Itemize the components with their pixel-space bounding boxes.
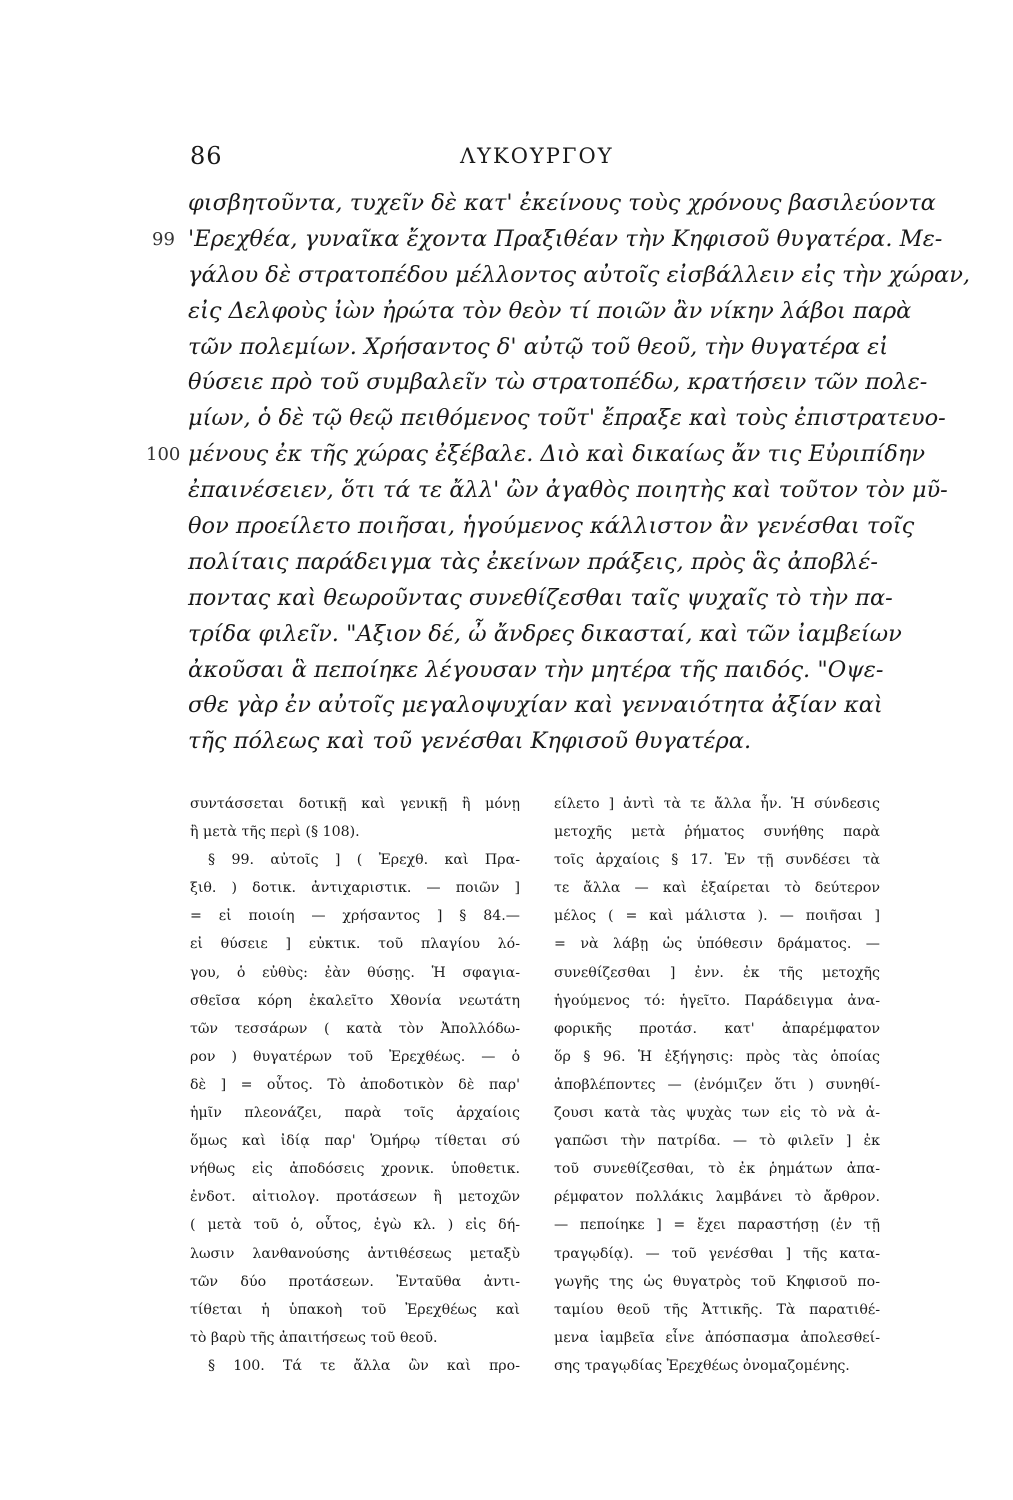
note-line: σθεῖσα κόρη ἐκαλεῖτο Χθονία νεωτάτη bbox=[190, 992, 520, 1009]
note-line: τραγῳδίᾳ). — τοῦ γενέσθαι ] τῆς κατα- bbox=[554, 1245, 880, 1262]
note-line: μενα ἰαμβεῖα εἶνε ἀπόσπασμα ἀπολεσθεί- bbox=[554, 1329, 880, 1346]
text-line: ποντας καὶ θεωροῦντας συνεθίζεσθαι ταῖς ψυχαῖς τὸ τὴν πα- bbox=[188, 584, 893, 611]
commentary-left-column bbox=[190, 790, 520, 1380]
note-line: τοῦ συνεθίζεσθαι, τὸ ἐκ ῥημάτων ἀπα- bbox=[554, 1161, 880, 1178]
note-line: ἡγούμενος τό: ἡγεῖτο. Παράδειγμα ἀνα- bbox=[554, 992, 880, 1009]
note-line: τῶν δύο προτάσεων. Ἐνταῦθα ἀντι- bbox=[190, 1273, 520, 1290]
note-line: λωσιν λανθανούσης ἀντιθέσεως μεταξὺ bbox=[190, 1245, 520, 1262]
note-line: § 99. αὐτοῖς ] ( Ἐρεχθ. καὶ Πρα- bbox=[208, 852, 520, 869]
note-line: ὅρ § 96. Ἡ ἐξήγησις: πρὸς τὰς ὁποίας bbox=[554, 1048, 880, 1065]
note-line: ζουσι κατὰ τὰς ψυχὰς των εἰς τὸ νὰ ἀ- bbox=[554, 1105, 880, 1122]
text-line: 99 'Ερεχθέα, γυναῖκα ἔχοντα Πραξιθέαν τὴν Κηφισοῦ θυγατέρα. Με- bbox=[188, 222, 878, 258]
text-line: μίων, ὁ δὲ τῷ θεῷ πειθόμενος τοῦτ' ἔπραξε καὶ τοὺς ἐπιστρατευο- bbox=[188, 405, 946, 432]
note-line: ρέμφατον πολλάκις λαμβάνει τὸ ἄρθρον. bbox=[554, 1189, 880, 1206]
commentary-right-column bbox=[554, 790, 880, 1380]
note-line: = εἰ ποιοίη — χρήσαντος ] § 84.— bbox=[190, 908, 520, 925]
note-line: τοῖς ἀρχαίοις § 17. Ἐν τῇ συνδέσει τὰ bbox=[554, 852, 880, 869]
text-line: σθε γὰρ ἐν αὐτοῖς μεγαλοψυχίαν καὶ γενναιότητα ἀξίαν καὶ bbox=[188, 692, 883, 719]
text-line: θύσειε πρὸ τοῦ συμβαλεῖν τὼ στρατοπέδω, κρατήσειν τῶν πολε- bbox=[188, 369, 928, 396]
running-head: ΛΥΚΟΥΡΓΟΥ bbox=[460, 144, 614, 168]
section-marker: 99 bbox=[152, 228, 175, 250]
section-marker: 100 bbox=[146, 444, 181, 466]
note-line: εἰ θύσειε ] εὐκτικ. τοῦ πλαγίου λό- bbox=[190, 936, 520, 953]
note-line: γωγῆς της ὡς θυγατρὸς τοῦ Κηφισοῦ πο- bbox=[554, 1273, 880, 1290]
note-line: γου, ὁ εὐθὺς: ἐὰν θύσῃς. Ἡ σφαγια- bbox=[190, 964, 520, 981]
note-line: τε ἄλλα — καὶ ἐξαίρεται τὸ δεύτερον bbox=[554, 880, 880, 897]
page-header bbox=[0, 142, 1013, 178]
note-line: = νὰ λάβῃ ὡς ὑπόθεσιν δράματος. — bbox=[554, 936, 880, 953]
note-line: ἐνδοτ. αἰτιολογ. προτάσεων ἢ μετοχῶν bbox=[190, 1189, 520, 1206]
note-line: ὅμως καὶ ἰδίᾳ παρ' Ὁμήρῳ τίθεται σύ bbox=[190, 1133, 520, 1150]
note-line: ρον ) θυγατέρων τοῦ Ἐρεχθέως. — ὁ bbox=[190, 1048, 520, 1065]
note-line: ταμίου θεοῦ τῆς Ἀττικῆς. Τὰ παρατιθέ- bbox=[554, 1301, 880, 1318]
text-line: γάλου δὲ στρατοπέδου μέλλοντος αὐτοῖς εἰσβάλλειν εἰς τὴν χώραν, bbox=[188, 261, 971, 288]
note-line: νήθως εἰς ἀποδόσεις χρονικ. ὑποθετικ. bbox=[190, 1161, 520, 1178]
text-line: εἰς Δελφοὺς ἰὼν ἠρώτα τὸν θεὸν τί ποιῶν ἂν νίκην λάβοι παρὰ bbox=[188, 297, 912, 324]
text-line: τρίδα φιλεῖν. "Αξιον δέ, ὦ ἄνδρες δικασταί, καὶ τῶν ἰαμβείων bbox=[188, 620, 902, 647]
text-line: θον προείλετο ποιῆσαι, ἡγούμενος κάλλιστον ἂν γενέσθαι τοῖς bbox=[188, 513, 915, 540]
text-line: πολίταις παράδειγμα τὰς ἐκείνων πράξεις, πρὸς ἃς ἀποβλέ- bbox=[188, 548, 878, 575]
note-line: μετοχῆς μετὰ ῥήματος συνήθης παρὰ bbox=[554, 824, 880, 841]
note-line: συνεθίζεσθαι ] ἐνν. ἐκ τῆς μετοχῆς bbox=[554, 964, 880, 981]
text-line: ἀκοῦσαι ἃ πεποίηκε λέγουσαν τὴν μητέρα τῆς παιδός. "Οψε- bbox=[188, 656, 884, 683]
note-line: είλετο ] ἀντὶ τὰ τε ἄλλα ἦν. Ἡ σύνδεσις bbox=[554, 796, 880, 812]
note-line: § 100. Τά τε ἄλλα ὢν καὶ προ- bbox=[208, 1357, 520, 1374]
note-line: μέλος ( = καὶ μάλιστα ). — ποιῆσαι ] bbox=[554, 908, 880, 925]
note-line: γαπῶσι τὴν πατρίδα. — τὸ φιλεῖν ] ἐκ bbox=[554, 1133, 880, 1150]
text-line: φισβητοῦντα, τυχεῖν δὲ κατ' ἐκείνους τοὺς χρόνους βασιλεύοντα bbox=[188, 190, 936, 216]
note-line: τῶν τεσσάρων ( κατὰ τὸν Ἀπολλόδω- bbox=[190, 1020, 520, 1037]
main-text bbox=[146, 186, 971, 760]
note-line: ἢ μετὰ τῆς περὶ (§ 108). bbox=[190, 824, 360, 841]
text-line: τῆς πόλεως καὶ τοῦ γενέσθαι Κηφισοῦ θυγατέρα. bbox=[188, 728, 752, 755]
note-line: φορικῆς προτάσ. κατ' ἀπαρέμφατον bbox=[554, 1020, 880, 1037]
note-line: δὲ ] = οὗτος. Τὸ ἀποδοτικὸν δὲ παρ' bbox=[190, 1076, 520, 1093]
note-line: ( μετὰ τοῦ ὁ, οὗτος, ἐγὼ κλ. ) εἰς δή- bbox=[190, 1217, 520, 1234]
note-line: σης τραγῳδίας Ἐρεχθέως ὀνομαζομένης. bbox=[554, 1357, 850, 1374]
note-line: συντάσσεται δοτικῇ καὶ γενικῇ ἢ μόνῃ bbox=[190, 796, 520, 812]
page-number: 86 bbox=[190, 142, 223, 170]
note-line: τὸ βαρὺ τῆς ἀπαιτήσεως τοῦ θεοῦ. bbox=[190, 1329, 438, 1346]
note-line: τίθεται ἡ ὑπακοὴ τοῦ Ἐρεχθέως καὶ bbox=[190, 1301, 520, 1318]
text-line: 100 μένους ἐκ τῆς χώρας ἐξέβαλε. Διὸ καὶ δικαίως ἄν τις Εὐριπίδην bbox=[188, 437, 878, 473]
note-line: — πεποίηκε ] = ἔχει παραστήσῃ (ἐν τῇ bbox=[554, 1217, 880, 1234]
text-line: ἐπαινέσειεν, ὅτι τά τε ἄλλ' ὢν ἀγαθὸς ποιητὴς καὶ τοῦτον τὸν μῦ- bbox=[188, 477, 948, 504]
note-line: ξιθ. ) δοτικ. ἀντιχαριστικ. — ποιῶν ] bbox=[190, 880, 520, 897]
note-line: ἡμῖν πλεονάζει, παρὰ τοῖς ἀρχαίοις bbox=[190, 1105, 520, 1122]
text-line: τῶν πολεμίων. Χρήσαντος δ' αὐτῷ τοῦ θεοῦ, τὴν θυγατέρα εἰ bbox=[188, 333, 889, 360]
note-line: ἀποβλέποντες — (ἐνόμιζεν ὅτι ) συνηθί- bbox=[554, 1076, 880, 1093]
